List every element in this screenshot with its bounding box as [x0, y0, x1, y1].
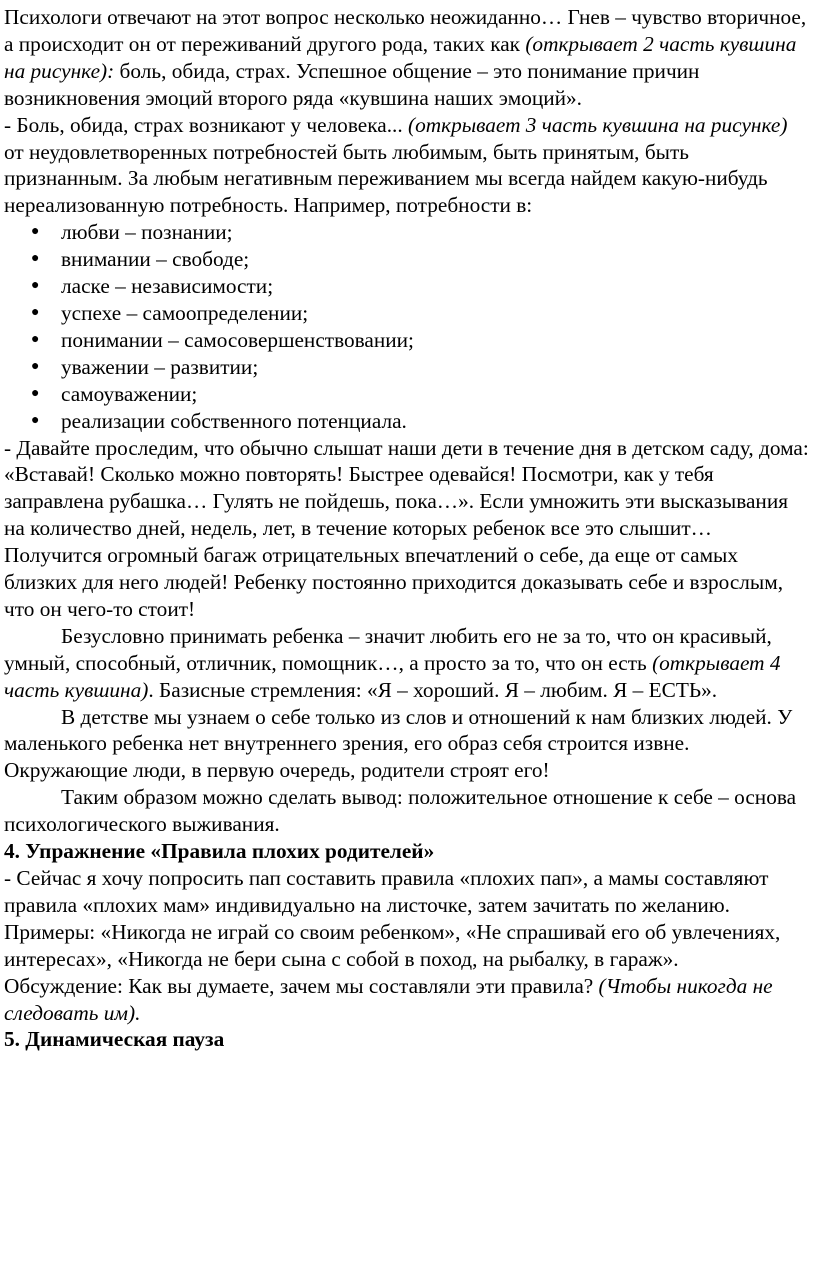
bullet-icon: ● — [31, 304, 40, 320]
paragraph-needs-intro-text-b: от неудовлетворенных потребностей быть любимым, быть принятым, быть признанным. За любым негативным переживанием мы всегда найдем какую-нибудь нереализованную потребность. Например, потребности в: — [4, 139, 768, 218]
paragraph-conclusion: Таким образом можно сделать вывод: положительное отношение к себе – основа психологического выживания. — [4, 785, 797, 837]
list-item — [31, 327, 810, 354]
list-item — [31, 354, 810, 381]
bullet-icon: ● — [31, 385, 40, 401]
list-item — [31, 300, 810, 327]
paragraph-anger — [4, 4, 810, 112]
paragraph-needs-intro-italic: (открывает 3 часть кувшина на рисунке) — [408, 112, 788, 137]
section-heading-dynamic-pause: 5. Динамическая пауза — [4, 1027, 225, 1052]
section-heading-exercise-4: 4. Упражнение «Правила плохих родителей» — [4, 839, 435, 864]
list-item — [31, 219, 810, 246]
paragraph-discussion — [4, 973, 810, 1027]
bullet-icon: ● — [31, 224, 40, 240]
paragraph-accept-child-text-b: . Базисные стремления: «Я – хороший. Я – любим. Я – ЕСТЬ». — [148, 677, 718, 702]
paragraph-anger-italic: (открывает 2 часть кувшина на рисунке): — [4, 31, 797, 83]
list-item-text: уважении – развитии; — [61, 354, 259, 379]
paragraph-accept-child-italic: (открывает 4 часть кувшина) — [4, 650, 781, 702]
paragraph-accept-child — [4, 623, 810, 704]
list-item-text: ласке – независимости; — [61, 274, 274, 299]
paragraph-childhood: В детстве мы узнаем о себе только из слов и отношений к нам близких людей. У маленького ребенка нет внутреннего зрения, его образ себя строится извне. Окружающие люди, в первую очередь, родители строят его! — [4, 704, 793, 783]
needs-list — [4, 219, 810, 434]
paragraph-anger-text-b: боль, обида, страх. Успешное общение – это понимание причин возникновения эмоций второго ряда «кувшина наших эмоций». — [4, 58, 700, 110]
list-item-text: успехе – самоопределении; — [61, 300, 309, 325]
paragraph-children-hear: - Давайте проследим, что обычно слышат наши дети в течение дня в детском саду, дома: «Вставай! Сколько можно повторять! Быстрее одевайся! Посмотри, как у тебя заправлена рубашка… Гулять не пойдешь, пока…». Если умножить эти высказывания на количество дней, недель, лет, в течение которых ребенок все это слышит… Получится огромный багаж отрицательных впечатлений о себе, да еще от самых близких для него людей! Ребенку постоянно приходится доказывать себе и взрослым, что он чего-то стоит! — [4, 435, 809, 621]
list-item-text: внимании – свободе; — [61, 247, 250, 272]
list-item-text: понимании – самосовершенствовании; — [61, 327, 414, 352]
list-item — [31, 381, 810, 408]
list-item — [31, 246, 810, 273]
paragraph-accept-child-text-a: Безусловно принимать ребенка – значит любить его не за то, что он красивый, умный, способный, отличник, помощник…, а просто за то, что он есть — [4, 623, 772, 675]
list-item-text: самоуважении; — [61, 381, 198, 406]
list-item-text: реализации собственного потенциала. — [61, 408, 407, 433]
paragraph-examples: Примеры: «Никогда не играй со своим ребенком», «Не спрашивай его об увлечениях, интересах», «Никогда не бери сына с собой в поход, на рыбалку, в гараж». — [4, 919, 781, 971]
paragraph-anger-text-a: Психологи отвечают на этот вопрос несколько неожиданно… Гнев – чувство вторичное, а происходит он от переживаний другого рода, таких как — [4, 5, 807, 56]
paragraph-needs-intro — [4, 112, 810, 220]
list-item-text: любви – познании; — [61, 220, 233, 245]
paragraph-exercise-instructions: - Сейчас я хочу попросить пап составить правила «плохих пап», а мамы составляют правила «плохих мам» индивидуально на листочке, затем зачитать по желанию. — [4, 866, 769, 917]
bullet-icon: ● — [31, 358, 40, 374]
bullet-icon: ● — [31, 251, 40, 267]
bullet-icon: ● — [31, 278, 40, 294]
bullet-icon: ● — [31, 331, 40, 347]
bullet-icon: ● — [31, 412, 40, 428]
paragraph-discussion-italic: (Чтобы никогда не следовать им). — [4, 973, 773, 1025]
list-item — [31, 273, 810, 300]
paragraph-discussion-text: Обсуждение: Как вы думаете, зачем мы составляли эти правила? — [4, 973, 599, 998]
list-item — [31, 408, 810, 435]
paragraph-needs-intro-text-a: - Боль, обида, страх возникают у человека... — [4, 112, 408, 137]
